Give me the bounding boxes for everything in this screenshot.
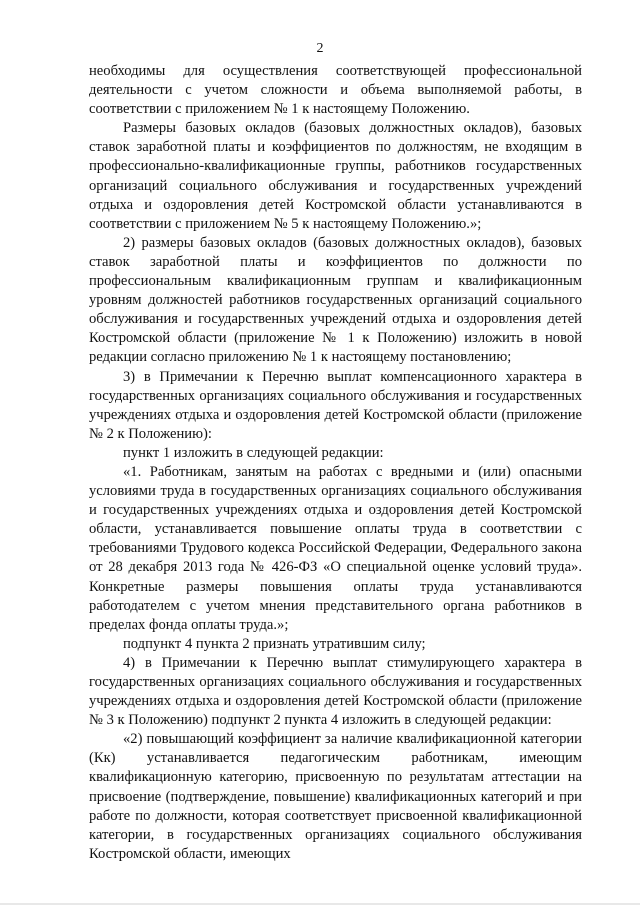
paragraph-item-3: 3) в Примечании к Перечню выплат компенсационного характера в государственных организациях социального обслуживания и государственных учреждениях отдыха и оздоровления детей Костромской области (приложение № 2 к Положению): <box>89 368 582 442</box>
document-body <box>89 62 582 864</box>
paragraph-item-3-clause-1-text: «1. Работникам, занятым на работах с вредными и (или) опасными условиями труда в государственных организациях социального обслуживания и государственных учреждениях отдыха и оздоровления детей Костромской области, устанавливается повышение оплаты труда в соответствии с требованиями Трудового кодекса Российской Федерации, Федерального закона от 28 декабря 2013 года № 426-ФЗ «О специальной оценке условий труда». Конкретные размеры повышения оплаты труда устанавливаются работодателем с учетом мнения представительного органа работников в пределах фонда оплаты труда.»; <box>89 463 582 633</box>
paragraph-basic-salaries-other-positions: Размеры базовых окладов (базовых должностных окладов), базовых ставок заработной платы и коэффициентов по должностям, не входящим в профессионально-квалификационные группы, работников государственных организаций социального обслуживания и государственных учреждений отдыха и оздоровления детей Костромской области устанавливаются в соответствии с приложением № 5 к настоящему Положению.»; <box>89 120 582 232</box>
paragraph-item-2: 2) размеры базовых окладов (базовых должностных окладов), базовых ставок заработной платы и коэффициентов по должности по профессиональным квалификационным группам и квалификационным уровням должностей работников государственных организаций социального обслуживания и государственных учреждений отдыха и оздоровления детей Костромской области (приложение № 1 к Положению) изложить в новой редакции согласно приложению № 1 к настоящему постановлению; <box>89 234 582 366</box>
page-number: 2 <box>316 41 324 56</box>
paragraph-item-4: 4) в Примечании к Перечню выплат стимулирующего характера в государственных организациях социального обслуживания и государственных учреждениях отдыха и оздоровления детей Костромской области (приложение № 3 к Положению) подпункт 2 пункта 4 изложить в следующей редакции: <box>89 654 582 729</box>
paragraph-item-3-subclause-4: подпункт 4 пункта 2 признать утратившим силу; <box>123 635 426 652</box>
paragraph-continuation: необходимы для осуществления соответствующей профессиональной деятельности с учетом сложности и объема выполняемой работы, в соответствии с приложением № 1 к настоящему Положению. <box>89 63 582 118</box>
paragraph-item-3-clause-1-intro: пункт 1 изложить в следующей редакции: <box>123 444 384 461</box>
paragraph-item-4-subclause-2-text: «2) повышающий коэффициент за наличие квалификационной категории (Кк) устанавливается педагогическим работникам, имеющим квалификационную категорию, присвоенную по результатам аттестации на присвоение (подтверждение, повышение) квалификационных категорий и при работе по должности, которая соответствует присвоенной квалификационной категории, в государственных организациях социального обслуживания Костромской области, имеющих <box>89 731 582 862</box>
